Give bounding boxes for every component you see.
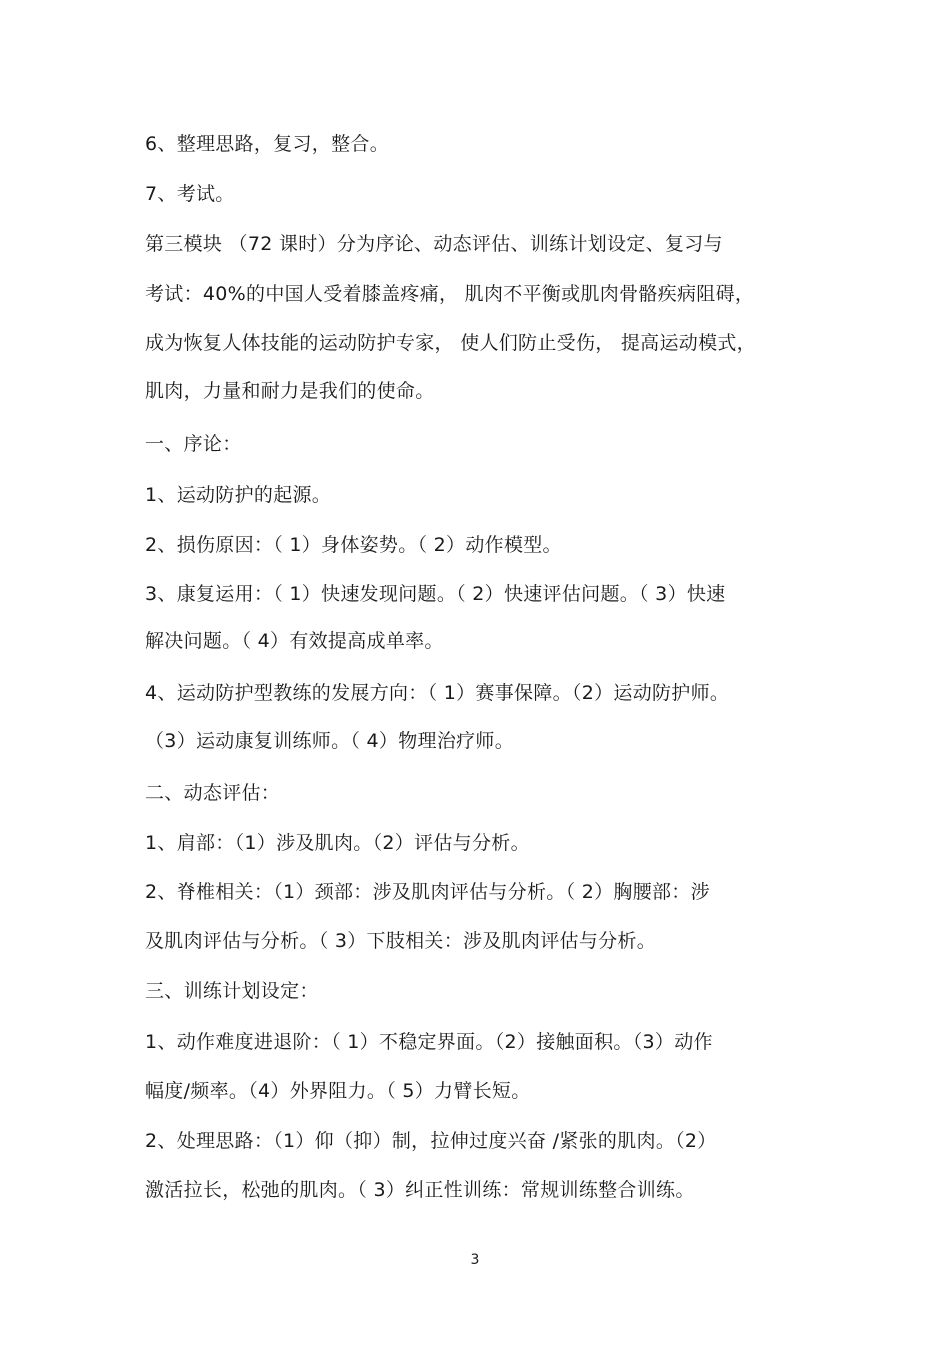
text-line: 3、康复运用：（ 1）快速发现问题。（ 2）快速评估问题。（ 3）快速 xyxy=(145,583,726,605)
text-line: 2、处理思路：（1）仰（抑）制，拉伸过度兴奋 /紧张的肌肉。（2） xyxy=(145,1130,717,1152)
text-line: 幅度/频率。（4）外界阻力。（ 5）力臂长短。 xyxy=(145,1080,531,1102)
page-number: 3 xyxy=(470,1252,480,1268)
text-line: 第三模块 （72 课时）分为序论、动态评估、训练计划设定、复习与 xyxy=(145,233,723,255)
section-heading: 三、训练计划设定： xyxy=(145,980,319,1002)
text-line: 2、脊椎相关：（1）颈部：涉及肌肉评估与分析。（ 2）胸腰部：涉 xyxy=(145,881,710,903)
text-line: 考试：40%的中国人受着膝盖疼痛， 肌肉不平衡或肌肉骨骼疾病阻碍， xyxy=(145,283,755,305)
text-line: 7、考试。 xyxy=(145,183,235,205)
text-line: 4、运动防护型教练的发展方向：（ 1）赛事保障。（2）运动防护师。 xyxy=(145,682,730,704)
text-line: 激活拉长，松弛的肌肉。（ 3）纠正性训练：常规训练整合训练。 xyxy=(145,1179,695,1201)
text-line: 1、运动防护的起源。 xyxy=(145,484,332,506)
text-line: 1、动作难度进退阶：（ 1）不稳定界面。（2）接触面积。（3）动作 xyxy=(145,1031,713,1053)
text-line: 2、损伤原因：（ 1）身体姿势。（ 2）动作模型。 xyxy=(145,534,562,556)
text-line: 成为恢复人体技能的运动防护专家， 使人们防止受伤， 提高运动模式， xyxy=(145,332,756,354)
text-line: 及肌肉评估与分析。（ 3）下肢相关：涉及肌肉评估与分析。 xyxy=(145,930,657,952)
section-heading: 一、序论： xyxy=(145,433,242,455)
text-line: （3）运动康复训练师。（ 4）物理治疗师。 xyxy=(145,730,515,752)
text-line: 解决问题。（ 4）有效提高成单率。 xyxy=(145,630,444,652)
text-line: 1、肩部：（1）涉及肌肉。（2）评估与分析。 xyxy=(145,832,530,854)
section-heading: 二、动态评估： xyxy=(145,782,281,804)
text-line: 6、整理思路，复习，整合。 xyxy=(145,133,389,155)
text-line: 肌肉，力量和耐力是我们的使命。 xyxy=(145,380,435,402)
